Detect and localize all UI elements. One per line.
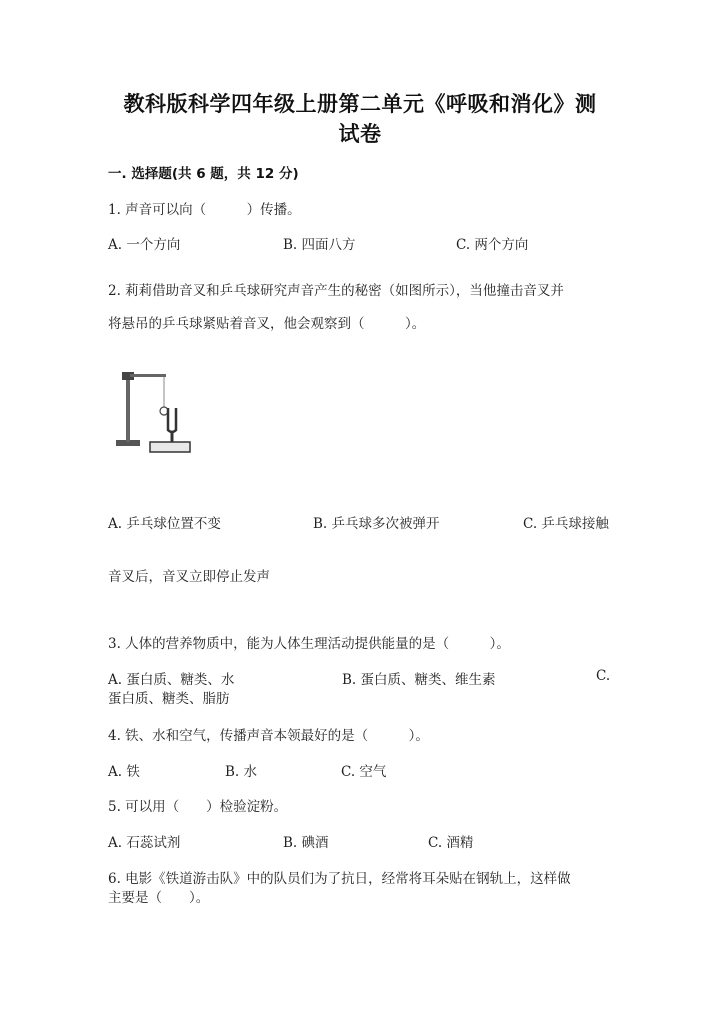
question-3-option-a[interactable]: A. 蛋白质、糖类、水	[108, 672, 235, 688]
question-1-option-c[interactable]: C. 两个方向	[456, 237, 529, 253]
question-2-option-b[interactable]: B. 乒乓球多次被弹开	[313, 516, 440, 532]
exam-title-line-1: 教科版科学四年级上册第二单元《呼吸和消化》测	[123, 92, 597, 116]
question-2-option-c-continuation: 音叉后，音叉立即停止发声	[108, 569, 270, 585]
question-4-option-c[interactable]: C. 空气	[341, 764, 387, 780]
question-5-option-b[interactable]: B. 碘酒	[283, 835, 329, 851]
question-1-stem: 1. 声音可以向（ ）传播。	[108, 202, 301, 218]
question-4-stem: 4. 铁、水和空气，传播声音本领最好的是（ ）。	[108, 728, 429, 744]
tuning-fork-stem	[171, 432, 174, 442]
question-1-option-b[interactable]: B. 四面八方	[283, 237, 356, 253]
exam-title-line-2: 试卷	[338, 122, 382, 146]
question-2-option-c[interactable]: C. 乒乓球接触	[523, 516, 609, 532]
question-5-option-c[interactable]: C. 酒精	[428, 835, 474, 851]
question-2-stem-line-2: 将悬吊的乒乓球紧贴着音叉，他会观察到（ ）。	[108, 316, 426, 332]
resonance-box	[150, 442, 190, 452]
stand-pole	[126, 376, 130, 442]
question-3-option-b[interactable]: B. 蛋白质、糖类、维生素	[342, 672, 496, 688]
question-5-stem: 5. 可以用（ ）检验淀粉。	[108, 799, 288, 815]
question-3-stem: 3. 人体的营养物质中，能为人体生理活动提供能量的是（ ）。	[108, 636, 510, 652]
question-6-stem-line-1: 6. 电影《铁道游击队》中的队员们为了抗日，经常将耳朵贴在钢轨上，这样做	[108, 871, 571, 887]
question-1-option-a[interactable]: A. 一个方向	[108, 237, 181, 253]
tuning-fork	[168, 408, 176, 432]
tuning-fork-figure	[110, 368, 194, 464]
question-4-option-a[interactable]: A. 铁	[108, 764, 140, 780]
question-4-option-b[interactable]: B. 水	[225, 764, 258, 780]
question-2-stem-line-1: 2. 莉莉借助音叉和乒乓球研究声音产生的秘密（如图所示），当他撞击音叉并	[108, 283, 564, 299]
stand-arm	[130, 374, 166, 377]
question-5-option-a[interactable]: A. 石蕊试剂	[108, 835, 181, 851]
question-6-stem-line-2: 主要是（ ）。	[108, 890, 210, 906]
question-3-option-c-continuation: 蛋白质、糖类、脂肪	[108, 691, 230, 707]
question-2-option-a[interactable]: A. 乒乓球位置不变	[108, 516, 221, 532]
question-3-option-c[interactable]: C.	[596, 668, 611, 684]
section-heading: 一. 选择题(共 6 题，共 12 分)	[108, 166, 299, 182]
